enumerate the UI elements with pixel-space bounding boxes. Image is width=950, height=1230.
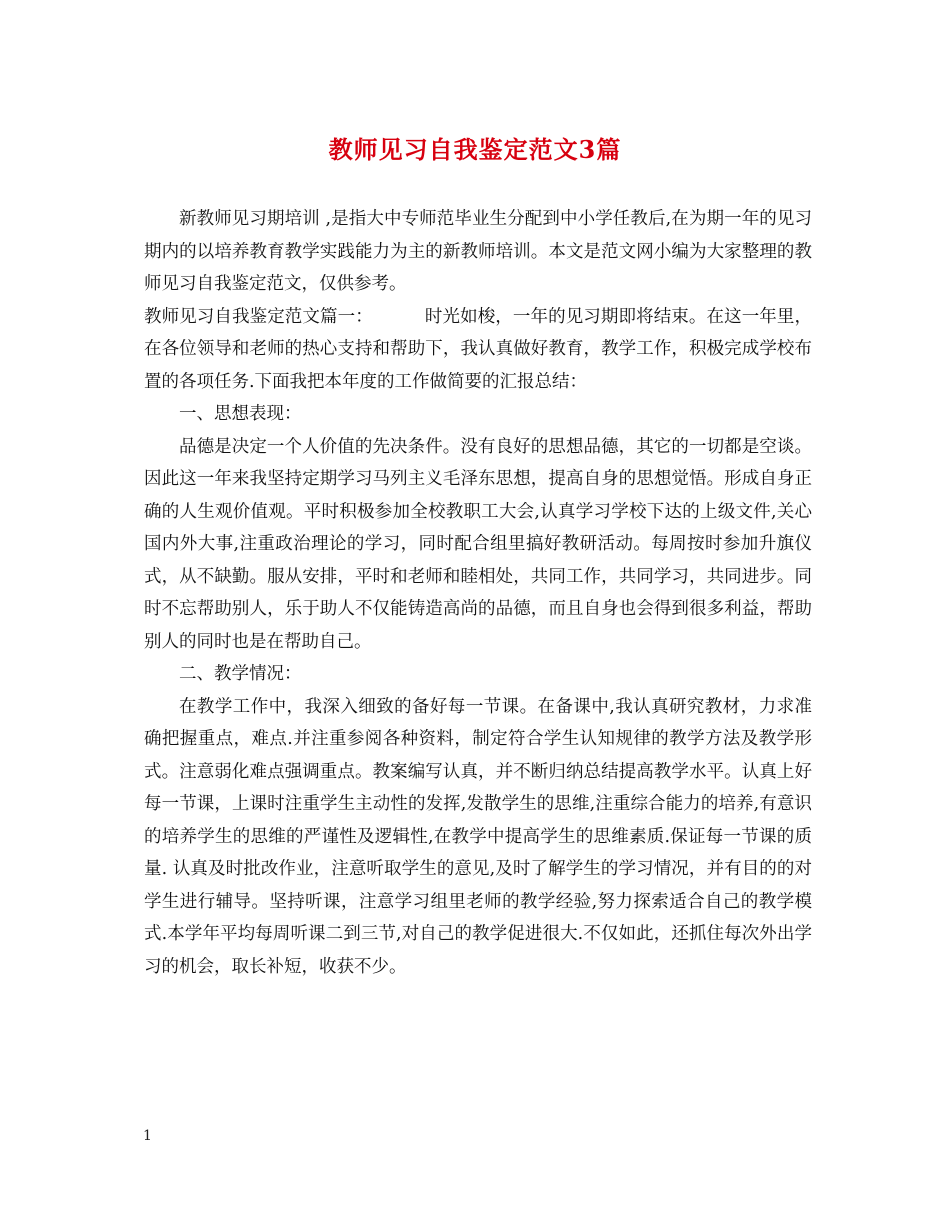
thought-paragraph: 品德是决定一个人价值的先决条件。没有良好的思想品德，其它的一切都是空谈。因此这一年来我坚持定期学习马列主义毛泽东思想，提高自身的思想觉悟。形成自身正确的人生观价值观。平时积极参加全校教职工大会,认真学习学校下达的上级文件,关心国内外大事,注重政治理论的学习，同时配合组里搞好教研活动。每周按时参加升旗仪式，从不缺勤。服从安排，平时和老师和睦相处，共同工作，共同学习，共同进步。同时不忘帮助别人，乐于助人不仅能铸造高尚的品德，而且自身也会得到很多利益，帮助别人的同时也是在帮助自己。 (144, 436, 812, 652)
document-body (144, 203, 812, 983)
heading-thought: 一、思想表现： (179, 404, 302, 424)
section1-paragraph (144, 301, 812, 399)
section1-label: 教师见习自我鉴定范文篇一： (144, 306, 373, 327)
heading-teaching: 二、教学情况： (179, 664, 302, 684)
section1-opening: 时光如梭，一年的见习期即将结束。在这一年里，在各位领导和老师的热心支持和帮助下，我认真做好教育，教学工作，积极完成学校布置的各项任务.下面我把本年度的工作做简要的汇报总结： (144, 306, 813, 392)
intro-paragraph: 新教师见习期培训 ,是指大中专师范毕业生分配到中小学任教后,在为期一年的见习期内的以培养教育教学实践能力为主的新教师培训。本文是范文网小编为大家整理的教师见习自我鉴定范文，仅供参考。 (144, 209, 812, 294)
teaching-paragraph: 在教学工作中，我深入细致的备好每一节课。在备课中,我认真研究教材，力求准确把握重点，难点.并注重参阅各种资料，制定符合学生认知规律的教学方法及教学形式。注意弱化难点强调重点。教案编写认真，并不断归纳总结提高教学水平。认真上好每一节课，上课时注重学生主动性的发挥,发散学生的思维,注重综合能力的培养,有意识的培养学生的思维的严谨性及逻辑性,在教学中提高学生的思维素质.保证每一节课的质量. 认真及时批改作业，注意听取学生的意见,及时了解学生的学习情况，并有目的的对学生进行辅导。坚持听课，注意学习组里老师的教学经验,努力探索适合自己的教学模式.本学年平均每周听课二到三节,对自己的教学促进很大.不仅如此，还抓住每次外出学习的机会，取长补短，收获不少。 (144, 696, 812, 977)
document-title: 教师见习自我鉴定范文3篇 (328, 135, 622, 164)
page-number: 1 (143, 1128, 152, 1144)
